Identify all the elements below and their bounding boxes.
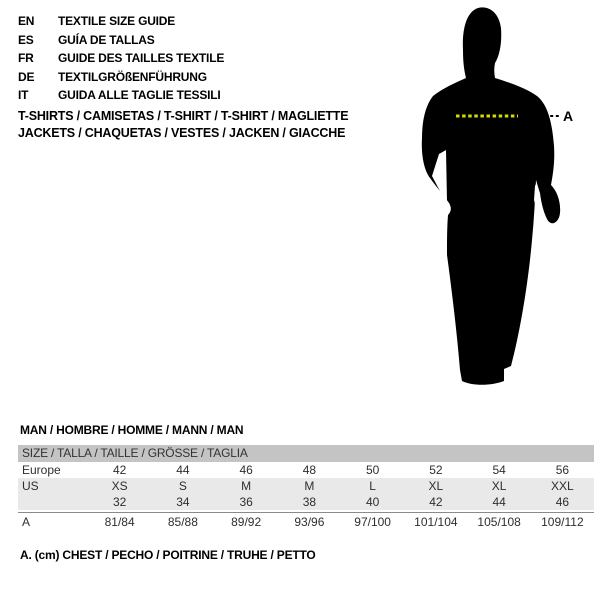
language-row [18, 68, 224, 87]
table-row-chest-a [18, 512, 594, 530]
language-code: IT [18, 88, 29, 103]
size-value: 81/84 [104, 514, 135, 529]
language-list [18, 12, 224, 105]
size-value: 56 [555, 463, 570, 477]
language-row [18, 86, 224, 105]
size-value: 42 [112, 463, 127, 477]
man-silhouette [402, 0, 577, 400]
size-table-header: SIZE / TALLA / TAILLE / GRÖSSE / TAGLIA [18, 445, 594, 462]
measurement-footnote: A. (cm) CHEST / PECHO / POITRINE / TRUHE / PETTO [20, 548, 316, 562]
language-code: FR [18, 51, 34, 66]
section-title-man: MAN / HOMBRE / HOMME / MANN / MAN [20, 423, 244, 437]
size-value: 48 [302, 463, 317, 477]
language-label: GUÍA DE TALLAS [58, 32, 155, 47]
size-value: 54 [492, 463, 506, 477]
size-value: 89/92 [231, 514, 262, 529]
size-value: 93/96 [294, 514, 325, 529]
size-value: M [304, 479, 315, 493]
size-value: 38 [302, 495, 317, 509]
language-row [18, 49, 224, 68]
language-code: EN [18, 14, 35, 29]
size-value: 36 [239, 495, 253, 509]
language-code: DE [18, 69, 35, 84]
size-value: 34 [176, 495, 190, 509]
size-value: 42 [429, 495, 443, 509]
language-label: GUIDA ALLE TAGLIE TESSILI [58, 88, 221, 103]
size-value: 101/104 [414, 514, 458, 529]
size-value: XL [491, 479, 507, 493]
size-value: 44 [176, 463, 190, 477]
row-label: US [22, 479, 39, 493]
product-line-tshirts: T-SHIRTS / CAMISETAS / T-SHIRT / T-SHIRT / MAGLIETTE [18, 109, 349, 123]
language-label: TEXTILGRÖßENFÜHRUNG [58, 69, 207, 84]
measurement-label-a: A [563, 108, 574, 124]
man-silhouette-figure [402, 0, 577, 400]
size-value: XS [111, 479, 128, 493]
size-value: 109/112 [541, 514, 584, 529]
size-value: S [178, 479, 187, 493]
size-value: 46 [239, 463, 253, 477]
language-label: GUIDE DES TAILLES TEXTILE [58, 51, 225, 66]
size-value: XL [428, 479, 444, 493]
language-row [18, 31, 224, 50]
size-value: M [241, 479, 252, 493]
size-value: 40 [365, 495, 380, 509]
size-value: 46 [555, 495, 570, 509]
language-row [18, 12, 224, 31]
row-label: A [22, 514, 31, 529]
man-body-shape [422, 7, 560, 384]
size-value: 52 [429, 463, 443, 477]
size-value: 50 [365, 463, 380, 477]
table-row-europe [18, 462, 594, 478]
size-table [18, 445, 594, 530]
size-value: 32 [112, 495, 127, 509]
size-value: L [369, 479, 376, 493]
size-value: 97/100 [354, 514, 391, 529]
product-line-jackets: JACKETS / CHAQUETAS / VESTES / JACKEN / GIACCHE [18, 126, 346, 140]
size-value: 105/108 [477, 514, 521, 529]
size-value: 44 [492, 495, 506, 509]
row-label: Europe [22, 463, 61, 477]
language-code: ES [18, 32, 34, 47]
product-categories [18, 108, 348, 142]
table-row-us-numeric [18, 494, 594, 510]
language-label: TEXTILE SIZE GUIDE [58, 14, 176, 29]
size-value: XXL [551, 479, 574, 493]
table-row-us [18, 478, 594, 494]
size-value: 85/88 [167, 514, 198, 529]
